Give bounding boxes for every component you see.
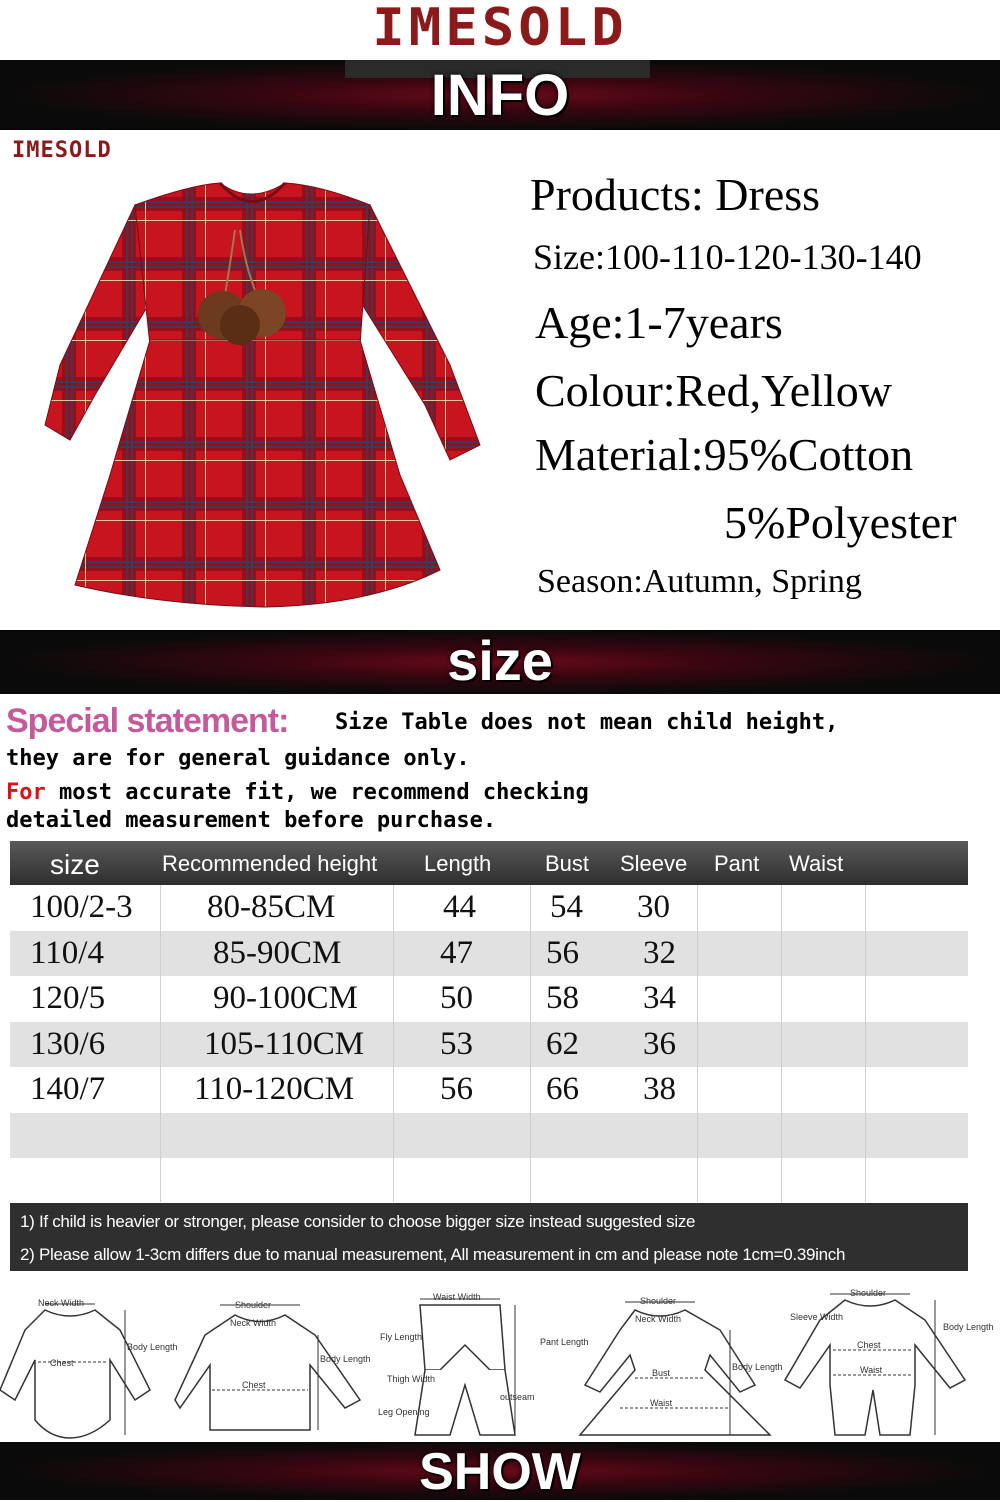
label-neck-width: Neck Width: [230, 1318, 277, 1328]
statement-line-3-text: most accurate fit, we recommend checking: [45, 780, 589, 805]
pants-diagram: [375, 1290, 589, 1440]
label-outseam: outseam: [500, 1392, 535, 1402]
label-shoulder: Shoulder: [235, 1300, 272, 1310]
column-divider: [393, 885, 394, 1202]
column-divider: [530, 885, 531, 1202]
table-row: [10, 976, 968, 1022]
cell-length: 47: [440, 934, 473, 971]
cell-length: 44: [443, 889, 476, 925]
cell-size: 140/7: [30, 1071, 106, 1107]
bodysuit-diagram: [0, 1290, 178, 1440]
size-title: size: [447, 629, 553, 692]
product-age: Age:1-7years: [535, 297, 783, 348]
note-2: 2) Please allow 1-3cm differs due to manual measurement, All measurement in cm and please note 1cm=0.39inch: [20, 1245, 846, 1264]
table-row: [10, 931, 968, 977]
brand-logo: IMESOLD: [372, 0, 628, 58]
product-name: Products: Dress: [530, 169, 821, 220]
cell-size: 120/5: [30, 980, 106, 1016]
romper-diagram: [785, 1288, 994, 1440]
cell-length: 50: [440, 980, 473, 1016]
label-neck-width: Neck Width: [38, 1298, 85, 1308]
measurement-notes: [10, 1203, 968, 1271]
cell-bust: 54: [550, 889, 583, 925]
label-body-length: Body Length: [732, 1362, 783, 1372]
column-divider: [697, 885, 698, 1202]
product-colour: Colour:Red,Yellow: [535, 365, 892, 416]
header-waist: Waist: [789, 851, 844, 876]
cell-height: 85-90CM: [213, 934, 342, 971]
size-section-bar: [0, 630, 1000, 694]
table-row: [10, 1067, 968, 1113]
cell-sleeve: 30: [637, 889, 670, 925]
small-brand-logo: IMESOLD: [12, 138, 112, 163]
cell-sleeve: 38: [643, 1071, 676, 1107]
note-1: 1) If child is heavier or stronger, please consider to choose bigger size instead suggested size: [20, 1212, 696, 1231]
cell-bust: 66: [546, 1071, 579, 1107]
cell-bust: 62: [546, 1025, 579, 1062]
cell-size: 100/2-3: [30, 889, 133, 925]
dress-image: [40, 175, 485, 610]
table-row-empty: [10, 1158, 968, 1204]
cell-sleeve: 32: [643, 934, 676, 971]
show-section-bar: [0, 1442, 1000, 1500]
cell-bust: 56: [546, 934, 579, 971]
special-statement-title: Special statement:: [6, 702, 289, 740]
cell-sleeve: 34: [643, 980, 676, 1016]
header-pant: Pant: [714, 851, 760, 876]
label-pant-length: Pant Length: [540, 1337, 589, 1347]
label-body-length: Body Length: [320, 1354, 371, 1364]
product-material-2: 5%Polyester: [724, 497, 957, 548]
label-chest: Chest: [242, 1380, 266, 1390]
cell-length: 56: [440, 1071, 473, 1107]
dress-diagram: [580, 1290, 783, 1440]
statement-line-1: Size Table does not mean child height,: [335, 710, 839, 735]
info-section-bar: [0, 60, 1000, 130]
cell-height: 105-110CM: [204, 1025, 365, 1062]
table-row-empty: [10, 1113, 968, 1159]
size-table: [10, 841, 968, 1204]
show-title: SHOW: [419, 1443, 581, 1501]
statement-line-4: detailed measurement before purchase.: [6, 808, 497, 833]
header-bust: Bust: [545, 851, 590, 876]
column-divider: [865, 885, 866, 1202]
cell-height: 110-120CM: [194, 1071, 355, 1107]
cell-height: 90-100CM: [213, 980, 358, 1016]
statement-line-3: [6, 780, 589, 805]
header-length: Length: [424, 851, 492, 876]
label-body-length: Body Length: [127, 1342, 178, 1352]
cell-sleeve: 36: [643, 1025, 676, 1062]
label-chest: Chest: [857, 1340, 881, 1350]
info-title: INFO: [430, 63, 570, 128]
label-shoulder: Shoulder: [640, 1296, 677, 1306]
header-size: size: [50, 849, 100, 880]
label-neck-width: Neck Width: [635, 1314, 682, 1324]
cell-size: 110/4: [30, 934, 104, 971]
table-row: [10, 885, 968, 931]
label-thigh-width: Thigh Width: [387, 1374, 436, 1384]
header-sleeve: Sleeve: [620, 851, 688, 876]
product-material: Material:95%Cotton: [535, 429, 914, 480]
statement-for-highlight: For: [6, 780, 46, 805]
label-waist: Waist: [860, 1365, 883, 1375]
top-diagram: [180, 1290, 371, 1440]
label-waist: Waist: [650, 1398, 673, 1408]
product-size: Size:100-110-120-130-140: [533, 237, 922, 277]
label-shoulder: Shoulder: [850, 1288, 887, 1298]
brand-header: [0, 0, 1000, 60]
label-body-length: Body Length: [943, 1322, 994, 1332]
table-header: [10, 841, 968, 885]
header-recommended-height: Recommended height: [162, 851, 378, 876]
label-sleeve-width: Sleeve Width: [790, 1312, 844, 1322]
column-divider: [160, 885, 161, 1202]
label-fly-length: Fly Length: [380, 1332, 423, 1342]
product-season: Season:Autumn, Spring: [537, 563, 862, 600]
statement-line-2: they are for general guidance only.: [6, 746, 470, 771]
label-leg-opening: Leg Opening: [378, 1407, 430, 1417]
column-divider: [781, 885, 782, 1202]
table-row: [10, 1022, 968, 1068]
cell-length: 53: [440, 1025, 473, 1062]
label-chest: Chest: [50, 1358, 74, 1368]
label-bust: Bust: [652, 1368, 671, 1378]
cell-bust: 58: [546, 980, 579, 1016]
cell-height: 80-85CM: [207, 889, 336, 925]
label-waist-width: Waist Width: [433, 1292, 481, 1302]
cell-size: 130/6: [30, 1025, 106, 1062]
